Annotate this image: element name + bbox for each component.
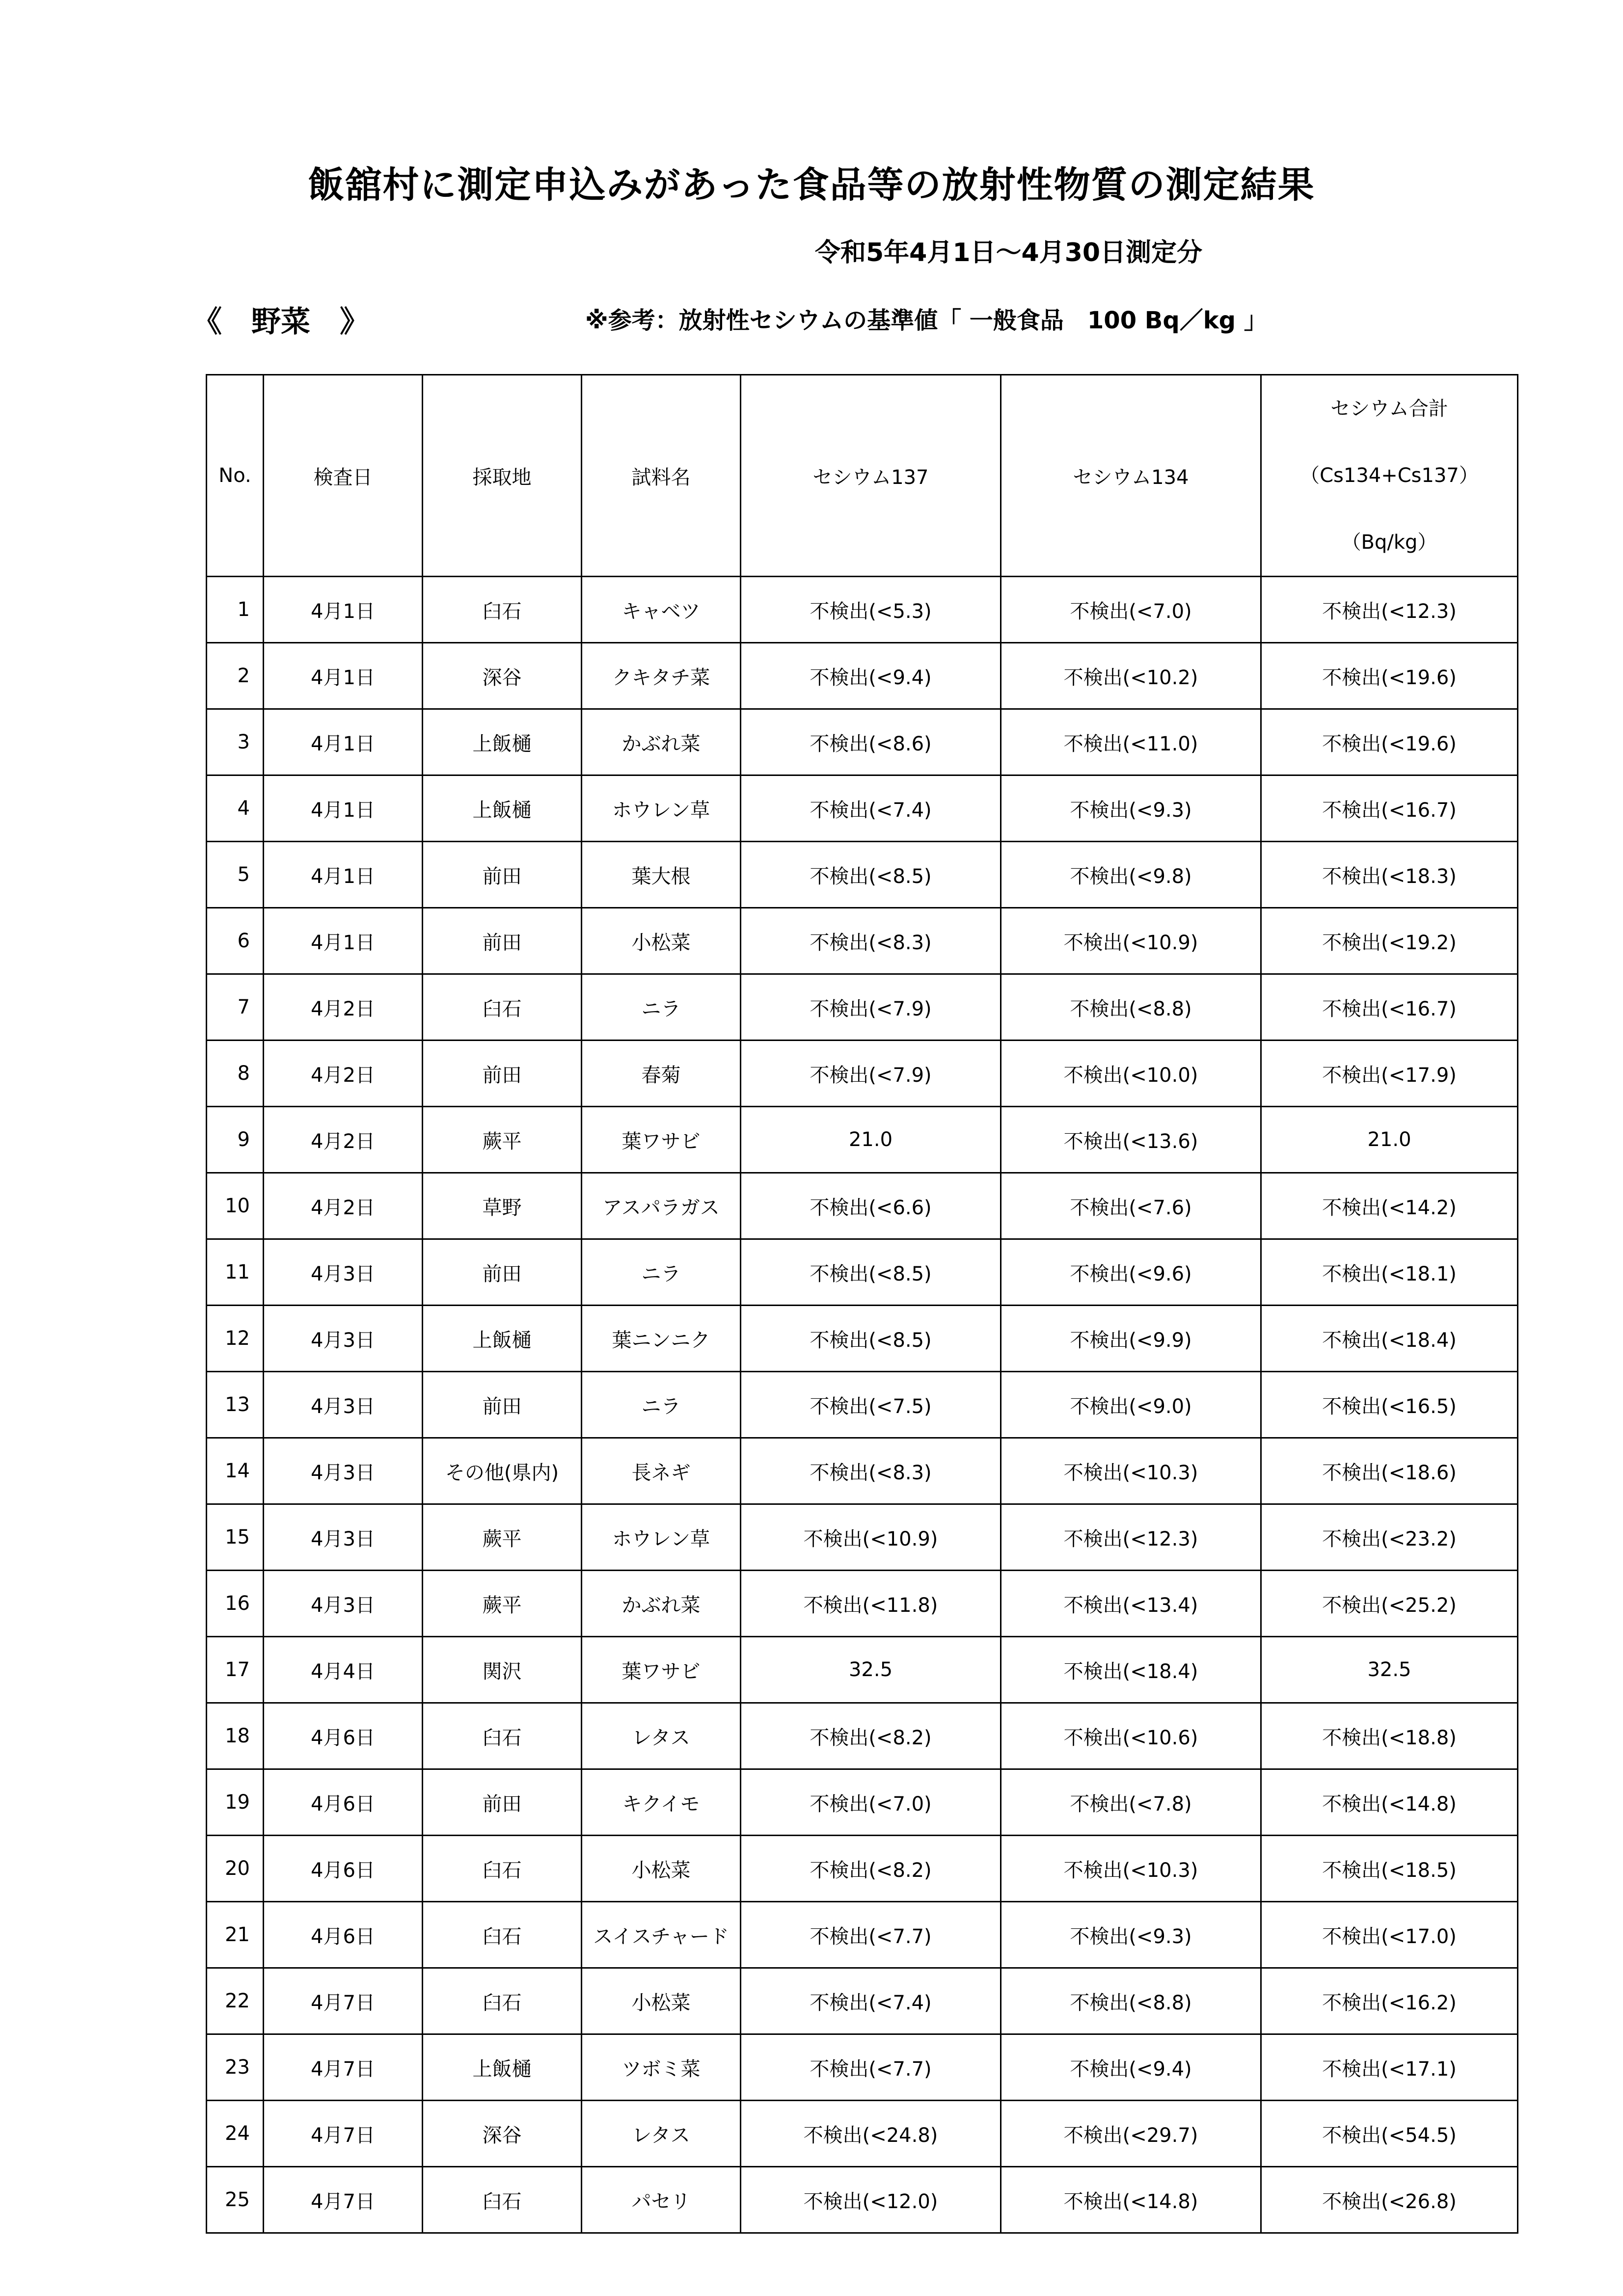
cell-no: 5 — [207, 842, 264, 908]
cell-cs137: 不検出(<8.5) — [741, 1306, 1001, 1372]
cell-location: 蕨平 — [423, 1107, 582, 1173]
cell-total: 不検出(<17.1) — [1261, 2034, 1518, 2101]
cell-cs134: 不検出(<9.8) — [1001, 842, 1261, 908]
cell-date: 4月1日 — [264, 643, 423, 709]
cell-location: 前田 — [423, 1239, 582, 1306]
table-body — [207, 577, 1518, 2233]
header-cs134: セシウム134 — [1001, 375, 1261, 577]
cell-location: 上飯樋 — [423, 2034, 582, 2101]
cell-location: 臼石 — [423, 2167, 582, 2233]
cell-sample: ホウレン草 — [582, 1504, 741, 1571]
cell-cs134: 不検出(<9.4) — [1001, 2034, 1261, 2101]
cell-sample: クキタチ菜 — [582, 643, 741, 709]
cell-date: 4月3日 — [264, 1306, 423, 1372]
cell-total: 不検出(<12.3) — [1261, 577, 1518, 643]
cell-cs134: 不検出(<11.0) — [1001, 709, 1261, 775]
table-row — [207, 974, 1518, 1041]
cell-cs134: 不検出(<12.3) — [1001, 1504, 1261, 1571]
cell-sample: ツボミ菜 — [582, 2034, 741, 2101]
cell-location: 深谷 — [423, 2101, 582, 2167]
cell-date: 4月3日 — [264, 1239, 423, 1306]
cell-total: 不検出(<25.2) — [1261, 1571, 1518, 1637]
cell-cs134: 不検出(<10.6) — [1001, 1703, 1261, 1769]
cell-location: 蕨平 — [423, 1571, 582, 1637]
cell-date: 4月6日 — [264, 1769, 423, 1836]
cell-no: 10 — [207, 1173, 264, 1239]
cell-no: 18 — [207, 1703, 264, 1769]
cell-date: 4月3日 — [264, 1504, 423, 1571]
header-location: 採取地 — [423, 375, 582, 577]
cell-cs137: 不検出(<8.5) — [741, 842, 1001, 908]
cell-total: 不検出(<14.8) — [1261, 1769, 1518, 1836]
cell-sample: 春菊 — [582, 1041, 741, 1107]
cell-cs134: 不検出(<10.0) — [1001, 1041, 1261, 1107]
cell-location: 臼石 — [423, 1902, 582, 1968]
cell-sample: 小松菜 — [582, 908, 741, 974]
cell-total: 不検出(<26.8) — [1261, 2167, 1518, 2233]
category-heading: 《 野菜 》 — [192, 305, 369, 339]
cell-total: 不検出(<17.0) — [1261, 1902, 1518, 1968]
cell-sample: 葉ワサビ — [582, 1107, 741, 1173]
cell-total: 不検出(<54.5) — [1261, 2101, 1518, 2167]
cell-sample: 葉ワサビ — [582, 1637, 741, 1703]
cell-date: 4月1日 — [264, 709, 423, 775]
cell-location: 臼石 — [423, 1836, 582, 1902]
cell-sample: ニラ — [582, 974, 741, 1041]
cell-cs137: 不検出(<8.2) — [741, 1703, 1001, 1769]
table-row — [207, 908, 1518, 974]
cell-no: 17 — [207, 1637, 264, 1703]
header-total-formula: （Cs134+Cs137） — [1300, 464, 1479, 487]
cell-sample: レタス — [582, 2101, 741, 2167]
table-row — [207, 709, 1518, 775]
cell-sample: ニラ — [582, 1372, 741, 1438]
cell-no: 20 — [207, 1836, 264, 1902]
cell-location: 前田 — [423, 1041, 582, 1107]
table-row — [207, 842, 1518, 908]
cell-sample: 葉大根 — [582, 842, 741, 908]
cell-date: 4月6日 — [264, 1703, 423, 1769]
cell-date: 4月2日 — [264, 974, 423, 1041]
cell-cs137: 不検出(<24.8) — [741, 2101, 1001, 2167]
cell-location: 臼石 — [423, 1968, 582, 2034]
cell-cs137: 不検出(<8.5) — [741, 1239, 1001, 1306]
cell-sample: 小松菜 — [582, 1968, 741, 2034]
cell-date: 4月3日 — [264, 1571, 423, 1637]
header-sample: 試料名 — [582, 375, 741, 577]
cell-total: 不検出(<19.6) — [1261, 643, 1518, 709]
cell-location: 前田 — [423, 842, 582, 908]
header-total-label: セシウム合計 — [1330, 398, 1448, 420]
cell-cs137: 不検出(<7.9) — [741, 974, 1001, 1041]
cell-sample: キクイモ — [582, 1769, 741, 1836]
results-table — [206, 374, 1518, 2234]
table-row — [207, 1703, 1518, 1769]
table-row — [207, 1769, 1518, 1836]
cell-no: 2 — [207, 643, 264, 709]
cell-cs134: 不検出(<10.3) — [1001, 1438, 1261, 1504]
header-date: 検査日 — [264, 375, 423, 577]
cell-cs137: 不検出(<8.6) — [741, 709, 1001, 775]
cell-date: 4月1日 — [264, 577, 423, 643]
table-row — [207, 2101, 1518, 2167]
table-header-row — [207, 375, 1518, 577]
cell-cs137: 不検出(<12.0) — [741, 2167, 1001, 2233]
cell-total: 不検出(<23.2) — [1261, 1504, 1518, 1571]
table-row — [207, 1438, 1518, 1504]
cell-cs137: 不検出(<8.3) — [741, 908, 1001, 974]
cell-date: 4月6日 — [264, 1836, 423, 1902]
cell-location: 臼石 — [423, 1703, 582, 1769]
cell-cs134: 不検出(<9.3) — [1001, 1902, 1261, 1968]
cell-sample: レタス — [582, 1703, 741, 1769]
header-no: No. — [207, 375, 264, 577]
cell-location: 前田 — [423, 908, 582, 974]
cell-cs137: 21.0 — [741, 1107, 1001, 1173]
cell-cs137: 不検出(<7.4) — [741, 775, 1001, 842]
cell-date: 4月7日 — [264, 1968, 423, 2034]
cell-location: 前田 — [423, 1372, 582, 1438]
cell-cs137: 不検出(<7.9) — [741, 1041, 1001, 1107]
cell-sample: ニラ — [582, 1239, 741, 1306]
cell-date: 4月7日 — [264, 2167, 423, 2233]
cell-cs134: 不検出(<8.8) — [1001, 974, 1261, 1041]
cell-no: 11 — [207, 1239, 264, 1306]
table-row — [207, 1968, 1518, 2034]
cell-cs134: 不検出(<29.7) — [1001, 2101, 1261, 2167]
cell-total: 21.0 — [1261, 1107, 1518, 1173]
cell-no: 22 — [207, 1968, 264, 2034]
measurement-period: 令和5年4月1日～4月30日測定分 — [815, 238, 1203, 267]
cell-cs134: 不検出(<7.6) — [1001, 1173, 1261, 1239]
cell-cs134: 不検出(<7.8) — [1001, 1769, 1261, 1836]
cell-cs134: 不検出(<14.8) — [1001, 2167, 1261, 2233]
cell-location: 関沢 — [423, 1637, 582, 1703]
table-row — [207, 577, 1518, 643]
table-row — [207, 775, 1518, 842]
cell-location: 上飯樋 — [423, 775, 582, 842]
cell-total: 不検出(<19.6) — [1261, 709, 1518, 775]
cell-sample: パセリ — [582, 2167, 741, 2233]
cell-no: 6 — [207, 908, 264, 974]
cell-sample: かぶれ菜 — [582, 709, 741, 775]
table-row — [207, 1504, 1518, 1571]
cell-date: 4月2日 — [264, 1041, 423, 1107]
cell-cs134: 不検出(<8.8) — [1001, 1968, 1261, 2034]
cell-no: 4 — [207, 775, 264, 842]
table-row — [207, 1239, 1518, 1306]
cell-total: 不検出(<18.1) — [1261, 1239, 1518, 1306]
cell-total: 不検出(<18.5) — [1261, 1836, 1518, 1902]
cell-cs137: 不検出(<8.2) — [741, 1836, 1001, 1902]
cell-cs137: 不検出(<8.3) — [741, 1438, 1001, 1504]
cell-cs134: 不検出(<10.2) — [1001, 643, 1261, 709]
cell-total: 不検出(<18.6) — [1261, 1438, 1518, 1504]
cell-no: 14 — [207, 1438, 264, 1504]
table-row — [207, 1173, 1518, 1239]
cell-cs134: 不検出(<9.6) — [1001, 1239, 1261, 1306]
cell-date: 4月2日 — [264, 1107, 423, 1173]
table-row — [207, 2034, 1518, 2101]
cell-date: 4月1日 — [264, 842, 423, 908]
table-row — [207, 1902, 1518, 1968]
cell-no: 23 — [207, 2034, 264, 2101]
table-row — [207, 1571, 1518, 1637]
table-row — [207, 1306, 1518, 1372]
cell-cs137: 不検出(<7.5) — [741, 1372, 1001, 1438]
cell-no: 3 — [207, 709, 264, 775]
table-row — [207, 1637, 1518, 1703]
cell-total: 不検出(<19.2) — [1261, 908, 1518, 974]
cell-cs134: 不検出(<13.4) — [1001, 1571, 1261, 1637]
cell-no: 8 — [207, 1041, 264, 1107]
cell-cs134: 不検出(<10.9) — [1001, 908, 1261, 974]
header-cs137: セシウム137 — [741, 375, 1001, 577]
cell-date: 4月6日 — [264, 1902, 423, 1968]
cell-total: 不検出(<14.2) — [1261, 1173, 1518, 1239]
cell-no: 13 — [207, 1372, 264, 1438]
cell-sample: ホウレン草 — [582, 775, 741, 842]
cell-cs134: 不検出(<9.0) — [1001, 1372, 1261, 1438]
cell-no: 25 — [207, 2167, 264, 2233]
cell-cs137: 不検出(<10.9) — [741, 1504, 1001, 1571]
cell-cs137: 不検出(<7.7) — [741, 1902, 1001, 1968]
cell-no: 16 — [207, 1571, 264, 1637]
cell-location: 上飯樋 — [423, 709, 582, 775]
cell-location: その他(県内) — [423, 1438, 582, 1504]
cell-no: 7 — [207, 974, 264, 1041]
cell-location: 前田 — [423, 1769, 582, 1836]
cell-sample: スイスチャード — [582, 1902, 741, 1968]
cell-total: 不検出(<16.7) — [1261, 974, 1518, 1041]
cell-sample: キャベツ — [582, 577, 741, 643]
cell-total: 不検出(<16.5) — [1261, 1372, 1518, 1438]
cell-no: 12 — [207, 1306, 264, 1372]
table-row — [207, 2167, 1518, 2233]
table-row — [207, 1836, 1518, 1902]
cell-cs137: 不検出(<11.8) — [741, 1571, 1001, 1637]
cell-total: 32.5 — [1261, 1637, 1518, 1703]
cell-date: 4月2日 — [264, 1173, 423, 1239]
cell-cs137: 不検出(<6.6) — [741, 1173, 1001, 1239]
cell-cs134: 不検出(<7.0) — [1001, 577, 1261, 643]
cell-cs134: 不検出(<9.9) — [1001, 1306, 1261, 1372]
cell-location: 深谷 — [423, 643, 582, 709]
cell-cs134: 不検出(<18.4) — [1001, 1637, 1261, 1703]
cell-total: 不検出(<18.3) — [1261, 842, 1518, 908]
cell-no: 24 — [207, 2101, 264, 2167]
header-cesium-total — [1261, 375, 1518, 577]
cell-location: 臼石 — [423, 974, 582, 1041]
table-row — [207, 1372, 1518, 1438]
cell-cs137: 不検出(<7.4) — [741, 1968, 1001, 2034]
cell-no: 19 — [207, 1769, 264, 1836]
cell-sample: アスパラガス — [582, 1173, 741, 1239]
cell-cs137: 不検出(<7.7) — [741, 2034, 1001, 2101]
cell-no: 9 — [207, 1107, 264, 1173]
cell-no: 21 — [207, 1902, 264, 1968]
cell-total: 不検出(<17.9) — [1261, 1041, 1518, 1107]
cell-cs137: 不検出(<5.3) — [741, 577, 1001, 643]
reference-note: ※参考：放射性セシウムの基準値「 一般食品 100 Bq／kg 」 — [585, 307, 1268, 334]
cell-total: 不検出(<18.8) — [1261, 1703, 1518, 1769]
cell-sample: かぶれ菜 — [582, 1571, 741, 1637]
cell-no: 15 — [207, 1504, 264, 1571]
cell-date: 4月4日 — [264, 1637, 423, 1703]
table-row — [207, 643, 1518, 709]
cell-date: 4月1日 — [264, 908, 423, 974]
cell-date: 4月3日 — [264, 1438, 423, 1504]
cell-total: 不検出(<16.7) — [1261, 775, 1518, 842]
cell-cs137: 不検出(<9.4) — [741, 643, 1001, 709]
cell-cs137: 不検出(<7.0) — [741, 1769, 1001, 1836]
cell-date: 4月7日 — [264, 2034, 423, 2101]
cell-no: 1 — [207, 577, 264, 643]
cell-sample: 長ネギ — [582, 1438, 741, 1504]
cell-total: 不検出(<18.4) — [1261, 1306, 1518, 1372]
cell-date: 4月3日 — [264, 1372, 423, 1438]
cell-total: 不検出(<16.2) — [1261, 1968, 1518, 2034]
table-row — [207, 1041, 1518, 1107]
cell-cs134: 不検出(<9.3) — [1001, 775, 1261, 842]
cell-cs137: 32.5 — [741, 1637, 1001, 1703]
cell-location: 臼石 — [423, 577, 582, 643]
cell-location: 蕨平 — [423, 1504, 582, 1571]
cell-sample: 小松菜 — [582, 1836, 741, 1902]
header-total-unit: （Bq/kg） — [1341, 531, 1437, 554]
cell-date: 4月7日 — [264, 2101, 423, 2167]
table-row — [207, 1107, 1518, 1173]
cell-location: 草野 — [423, 1173, 582, 1239]
cell-cs134: 不検出(<13.6) — [1001, 1107, 1261, 1173]
page-title: 飯舘村に測定申込みがあった食品等の放射性物質の測定結果 — [308, 164, 1315, 206]
cell-sample: 葉ニンニク — [582, 1306, 741, 1372]
cell-location: 上飯樋 — [423, 1306, 582, 1372]
cell-date: 4月1日 — [264, 775, 423, 842]
cell-cs134: 不検出(<10.3) — [1001, 1836, 1261, 1902]
